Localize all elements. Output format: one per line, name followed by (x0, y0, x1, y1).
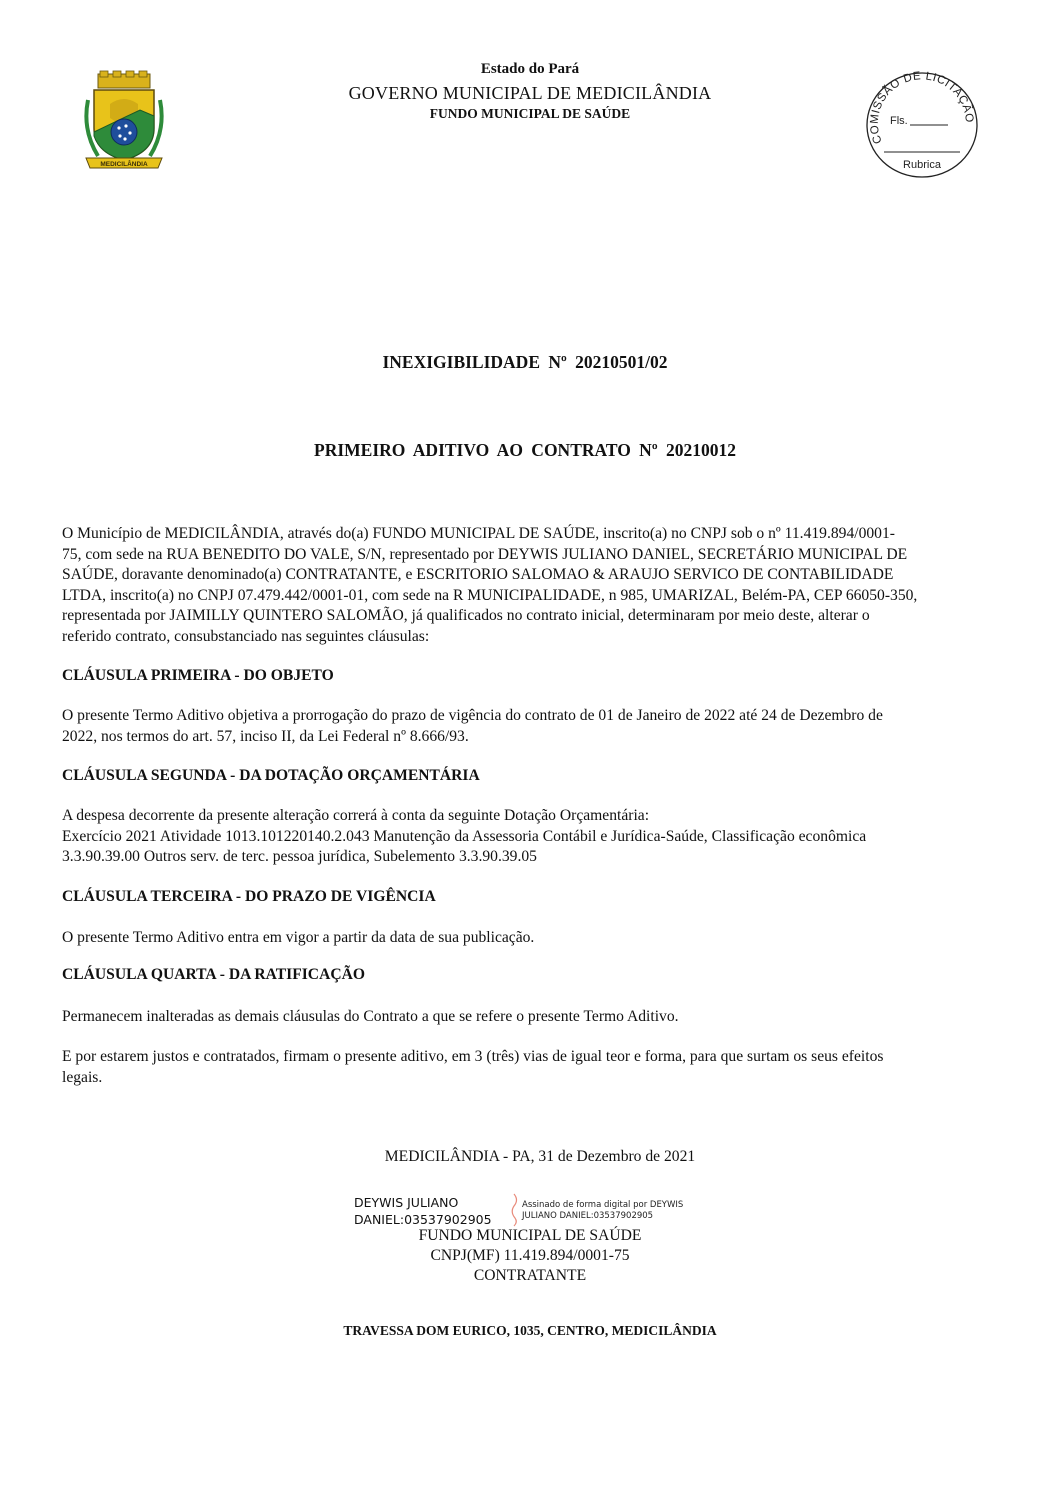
header-government: GOVERNO MUNICIPAL DE MEDICILÂNDIA (348, 83, 712, 103)
clause-line: Exercício 2021 Atividade 1013.101220140.2.043 Manutenção da Assessoria Contábil e Jurídica-Saúde, Classificação econômica (62, 827, 867, 845)
clause-line: 2022, nos termos do art. 57, inciso II, da Lei Federal nº 8.666/93. (62, 727, 469, 745)
signature-role: CONTRATANTE (473, 1267, 587, 1284)
svg-text:COMISSÃO DE LICITAÇÃO (869, 70, 975, 145)
signature-entity-block (330, 1226, 730, 1286)
signature-mark-icon (508, 1192, 522, 1228)
intro-paragraph (62, 524, 990, 647)
header-state: Estado do Pará (480, 61, 580, 77)
closing-paragraph (62, 1047, 990, 1088)
stamp-fls-label: Fls. (890, 115, 908, 127)
clause-line: O presente Termo Aditivo entra em vigor a partir da data de sua publicação. (62, 929, 535, 946)
clause-line: O presente Termo Aditivo objetiva a prorrogação do prazo de vigência do contrato de 01 de Janeiro de 2022 até 24 de Dezembro de (62, 707, 883, 724)
clause-first-heading: CLÁUSULA PRIMEIRA - DO OBJETO (62, 667, 334, 684)
header-fund: FUNDO MUNICIPAL DE SAÚDE (429, 106, 631, 121)
title-inexigibilidade: INEXIGIBILIDADE Nº 20210501/02 (382, 352, 668, 372)
stamp-arc-text: COMISSÃO DE LICITAÇÃO (868, 70, 976, 146)
signature-signer (354, 1194, 492, 1228)
clause-line: 3.3.90.39.00 Outros serv. de terc. pessoa jurídica, Subelemento 3.3.90.39.05 (62, 848, 537, 865)
footer-address: TRAVESSA DOM EURICO, 1035, CENTRO, MEDICILÂNDIA (343, 1323, 717, 1338)
digital-signature-note (522, 1200, 683, 1222)
place-date: MEDICILÂNDIA - PA, 31 de Dezembro de 2021 (384, 1148, 696, 1165)
stamp-rubrica-label: Rubrica (903, 159, 941, 171)
clause-line: Permanecem inalteradas as demais cláusulas do Contrato a que se refere o presente Termo Aditivo. (62, 1008, 679, 1025)
commission-stamp (864, 70, 980, 180)
clause-fourth-heading: CLÁUSULA QUARTA - DA RATIFICAÇÃO (62, 966, 365, 983)
intro-line: SAÚDE, doravante denominado(a) CONTRATANTE, e ESCRITORIO SALOMAO & ARAUJO SERVICO DE CONTABILIDADE (62, 566, 894, 583)
intro-line: representada por JAIMILLY QUINTERO SALOMÃO, já qualificados no contrato inicial, determinaram por meio deste, alterar o (62, 607, 870, 624)
signer-name-line2: DANIEL:03537902905 (354, 1212, 492, 1227)
intro-line: LTDA, inscrito(a) no CNPJ 07.479.442/0001-01, com sede na R MUNICIPALIDADE, n 985, UMARIZAL, Belém-PA, CEP 66050-350, (62, 586, 918, 604)
digital-sign-line1: Assinado de forma digital por DEYWIS (522, 1200, 684, 1210)
intro-line: referido contrato, consubstanciado nas seguintes cláusulas: (62, 627, 430, 645)
signature-entity: FUNDO MUNICIPAL DE SAÚDE (418, 1227, 642, 1244)
signer-name-line1: DEYWIS JULIANO (354, 1195, 459, 1210)
municipal-crest-logo (80, 70, 168, 170)
signature-cnpj: CNPJ(MF) 11.419.894/0001-75 (430, 1247, 630, 1264)
clause-line: A despesa decorrente da presente alteração correrá à conta da seguinte Dotação Orçamentária: (62, 807, 650, 824)
clause-second-body (62, 806, 990, 868)
clause-first-body (62, 706, 990, 747)
clause-third-body (62, 928, 990, 949)
digital-sign-line2: JULIANO DANIEL:03537902905 (522, 1211, 654, 1221)
intro-line: O Município de MEDICILÂNDIA, através do(a) FUNDO MUNICIPAL DE SAÚDE, inscrito(a) no CNPJ sob o nº 11.419.894/0001- (62, 525, 895, 542)
closing-line: legais. (62, 1068, 103, 1086)
crest-ribbon-text: MEDICILÂNDIA (100, 161, 148, 168)
title-aditivo: PRIMEIRO ADITIVO AO CONTRATO Nº 20210012 (314, 440, 736, 460)
closing-line: E por estarem justos e contratados, firmam o presente aditivo, em 3 (três) vias de igual teor e forma, para que surtam os seus efeitos (62, 1048, 884, 1065)
clause-fourth-body (62, 1007, 990, 1028)
intro-line: 75, com sede na RUA BENEDITO DO VALE, S/N, representado por DEYWIS JULIANO DANIEL, SECRETÁRIO MUNICIPAL DE (62, 545, 908, 563)
clause-second-heading: CLÁUSULA SEGUNDA - DA DOTAÇÃO ORÇAMENTÁRIA (62, 767, 480, 784)
clause-third-heading: CLÁUSULA TERCEIRA - DO PRAZO DE VIGÊNCIA (62, 888, 436, 905)
